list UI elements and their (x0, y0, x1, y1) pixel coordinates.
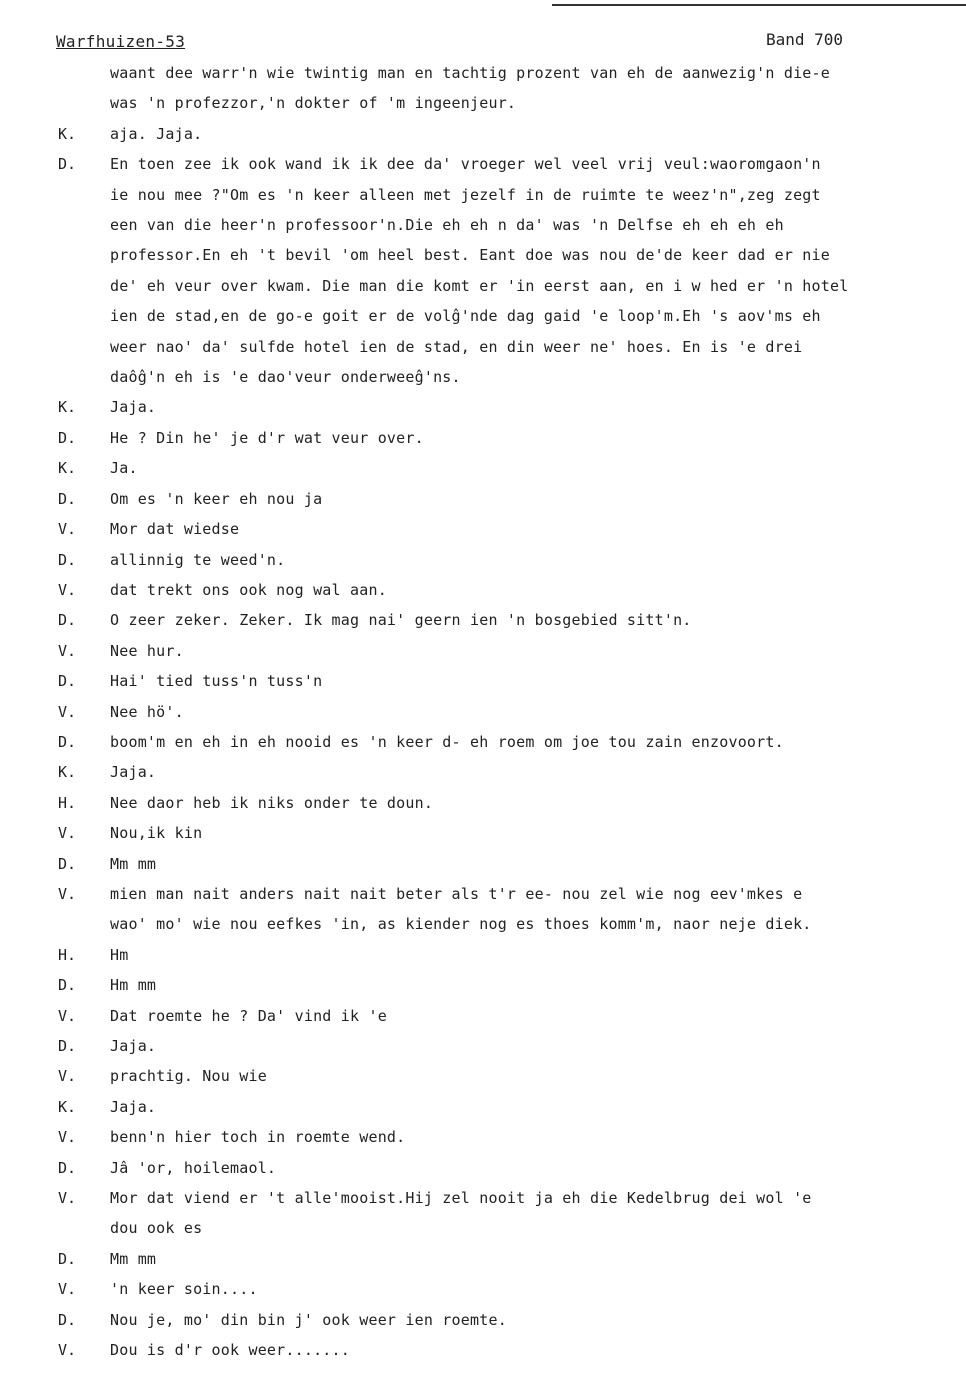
utterance-text: dou ook es (110, 1219, 203, 1238)
utterance-text: een van die heer'n professoor'n.Die eh eh n da' was 'n Delfse eh eh eh eh (110, 216, 784, 235)
transcript-line (0, 514, 966, 544)
tape-number: Band 700 (766, 30, 844, 49)
transcript-line (0, 484, 966, 514)
speaker-label: K. (58, 124, 77, 143)
utterance-text: He ? Din he' je d'r wat veur over. (110, 428, 424, 447)
transcript-line (0, 545, 966, 575)
transcript-line (0, 909, 966, 939)
utterance-text: wao' mo' wie nou eefkes 'in, as kiender nog es thoes komm'm, naor neje diek. (110, 915, 812, 934)
transcript-line (0, 1061, 966, 1091)
speaker-label: V. (58, 1280, 77, 1299)
transcript-line (0, 453, 966, 483)
transcript-line (0, 970, 966, 1000)
transcript-line (0, 180, 966, 210)
speaker-label: D. (58, 976, 77, 995)
speaker-label: D. (58, 1158, 77, 1177)
utterance-text: Mor dat viend er 't alle'mooist.Hij zel nooit ja eh die Kedelbrug dei wol 'e (110, 1189, 812, 1208)
transcript-line (0, 1183, 966, 1213)
speaker-label: H. (58, 793, 77, 812)
speaker-label: D. (58, 550, 77, 569)
utterance-text: mien man nait anders nait nait beter als t'r ee- nou zel wie nog eev'mkes e (110, 884, 803, 903)
utterance-text: Hm (110, 945, 129, 964)
transcript-line (0, 119, 966, 149)
speaker-label: D. (58, 489, 77, 508)
transcript-line (0, 849, 966, 879)
speaker-label: D. (58, 1249, 77, 1268)
utterance-text: Dat roemte he ? Da' vind ik 'e (110, 1006, 387, 1025)
transcript-line (0, 636, 966, 666)
top-rule (552, 4, 966, 6)
speaker-label: V. (58, 1128, 77, 1147)
utterance-text: daôĝ'n eh is 'e dao'veur onderweeĝ'ns. (110, 368, 461, 387)
utterance-text: ien de stad,en de go-e goit er de volĝ'nde dag gaid 'e loop'm.Eh 's aov'ms eh (110, 307, 821, 326)
transcript-body (0, 58, 966, 1365)
transcript-line (0, 1274, 966, 1304)
utterance-text: de' eh veur over kwam. Die man die komt er 'in eerst aan, en i w hed er 'n hotel (110, 276, 849, 295)
transcript-line (0, 697, 966, 727)
speaker-label: V. (58, 1189, 77, 1208)
utterance-text: Mm mm (110, 854, 157, 873)
transcript-line (0, 879, 966, 909)
transcript-line (0, 1122, 966, 1152)
transcript-line (0, 1092, 966, 1122)
transcript-line (0, 301, 966, 331)
transcript-line (0, 605, 966, 635)
utterance-text: O zeer zeker. Zeker. Ik mag nai' geern ien 'n bosgebied sitt'n. (110, 611, 692, 630)
transcript-line (0, 727, 966, 757)
transcript-line (0, 1031, 966, 1061)
utterance-text: Jaja. (110, 1097, 157, 1116)
utterance-text: Dou is d'r ook weer....... (110, 1341, 350, 1360)
utterance-text: Nou,ik kin (110, 824, 203, 843)
speaker-label: D. (58, 732, 77, 751)
speaker-label: K. (58, 763, 77, 782)
speaker-label: V. (58, 580, 77, 599)
transcript-line (0, 1335, 966, 1365)
speaker-label: V. (58, 641, 77, 660)
speaker-label: K. (58, 398, 77, 417)
transcript-line (0, 818, 966, 848)
transcript-line (0, 1244, 966, 1274)
transcript-line (0, 240, 966, 270)
utterance-text: weer nao' da' sulfde hotel ien de stad, en din weer ne' hoes. En is 'e drei (110, 337, 803, 356)
speaker-label: D. (58, 854, 77, 873)
utterance-text: waant dee warr'n wie twintig man en tachtig prozent van eh de aanwezig'n die-e (110, 64, 830, 82)
transcript-line (0, 423, 966, 453)
speaker-label: D. (58, 155, 77, 174)
utterance-text: was 'n profezzor,'n dokter of 'm ingeenjeur. (110, 94, 517, 113)
transcript-line (0, 58, 966, 88)
transcript-line (0, 88, 966, 118)
transcript-line (0, 575, 966, 605)
utterance-text: Jaja. (110, 763, 157, 782)
utterance-text: Nou je, mo' din bin j' ook weer ien roemte. (110, 1310, 507, 1329)
transcript-line (0, 757, 966, 787)
utterance-text: Ja. (110, 459, 138, 478)
utterance-text: En toen zee ik ook wand ik ik dee da' vroeger wel veel vrij veul:waoromgaon'n (110, 155, 821, 174)
speaker-label: D. (58, 672, 77, 691)
speaker-label: V. (58, 884, 77, 903)
utterance-text: professor.En eh 't bevil 'om heel best. Eant doe was nou de'de keer dad er nie (110, 246, 830, 265)
transcript-line (0, 271, 966, 301)
speaker-label: V. (58, 1006, 77, 1025)
speaker-label: V. (58, 520, 77, 539)
speaker-label: K. (58, 459, 77, 478)
speaker-label: V. (58, 1067, 77, 1086)
document-title: Warfhuizen-53 (56, 32, 186, 51)
speaker-label: H. (58, 945, 77, 964)
transcript-line (0, 1213, 966, 1243)
speaker-label: V. (58, 824, 77, 843)
speaker-label: K. (58, 1097, 77, 1116)
utterance-text: Om es 'n keer eh nou ja (110, 489, 323, 508)
transcript-line (0, 210, 966, 240)
utterance-text: Nee daor heb ik niks onder te doun. (110, 793, 434, 812)
transcript-line (0, 1001, 966, 1031)
transcript-line (0, 392, 966, 422)
utterance-text: dat trekt ons ook nog wal aan. (110, 580, 387, 599)
speaker-label: V. (58, 702, 77, 721)
speaker-label: D. (58, 1037, 77, 1055)
transcript-line (0, 1153, 966, 1183)
utterance-text: benn'n hier toch in roemte wend. (110, 1128, 406, 1147)
utterance-text: ie nou mee ?"Om es 'n keer alleen met jezelf in de ruimte te weez'n",zeg zegt (110, 185, 821, 204)
utterance-text: 'n keer soin.... (110, 1280, 258, 1299)
utterance-text: aja. Jaja. (110, 124, 203, 143)
transcript-line (0, 788, 966, 818)
utterance-text: allinnig te weed'n. (110, 550, 286, 569)
utterance-text: Jaja. (110, 1037, 157, 1055)
utterance-text: Mm mm (110, 1249, 157, 1268)
transcript-line (0, 940, 966, 970)
transcript-line (0, 1305, 966, 1335)
transcript-line (0, 362, 966, 392)
transcript-line (0, 149, 966, 179)
speaker-label: D. (58, 611, 77, 630)
utterance-text: Mor dat wiedse (110, 520, 240, 539)
utterance-text: Nee hö'. (110, 702, 184, 721)
utterance-text: Hm mm (110, 976, 157, 995)
speaker-label: D. (58, 428, 77, 447)
utterance-text: Nee hur. (110, 641, 184, 660)
speaker-label: V. (58, 1341, 77, 1360)
utterance-text: Jaja. (110, 398, 157, 417)
utterance-text: Hai' tied tuss'n tuss'n (110, 672, 323, 691)
transcript-line (0, 332, 966, 362)
utterance-text: prachtig. Nou wie (110, 1067, 267, 1086)
transcript-line (0, 666, 966, 696)
utterance-text: boom'm en eh in eh nooid es 'n keer d- eh roem om joe tou zain enzovoort. (110, 732, 784, 751)
speaker-label: D. (58, 1310, 77, 1329)
utterance-text: Jâ 'or, hoilemaol. (110, 1158, 277, 1177)
